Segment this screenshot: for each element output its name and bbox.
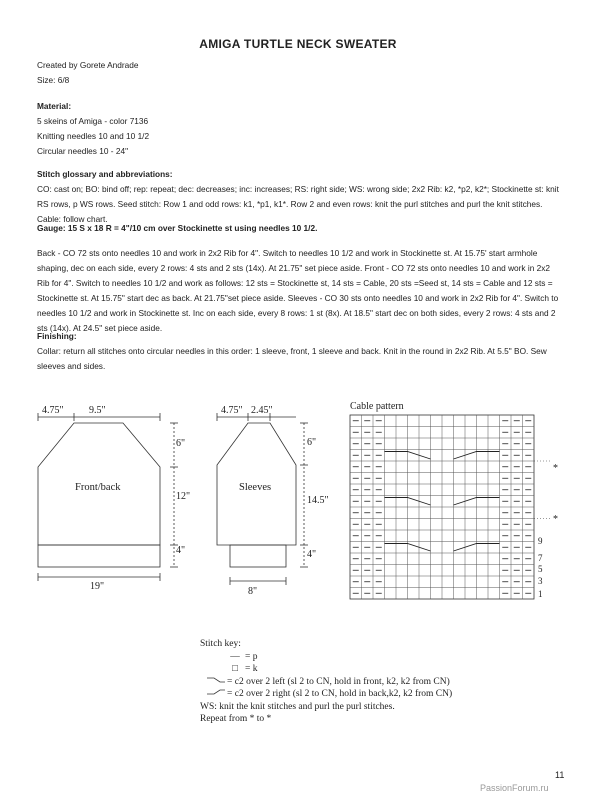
glossary-text: CO: cast on; BO: bind off; rep: repeat; dec: decreases; inc: increases; RS: right side; WS: wrong side; 2x2 Rib: k2, *p2, k2*; Stockinette st: knit RS rows, p WS rows. Seed stitch: Row 1 and odd rows: k1, *p1, k1*. Row 2 and even rows: knit the purl stitches and purl the knit stitches. Cable: follow chart. bbox=[37, 184, 559, 224]
row-number: 9 bbox=[538, 536, 543, 546]
row-number: 7 bbox=[538, 553, 543, 563]
sleeve-dim-side-2: 14.5" bbox=[307, 495, 329, 506]
sleeve-dim-side-1: 6" bbox=[307, 437, 317, 448]
front-rib-outline bbox=[38, 545, 160, 567]
front-dim-top-right: 9.5" bbox=[89, 405, 106, 416]
sleeve-dim-top-right: 2.45" bbox=[251, 405, 273, 416]
front-back-schematic bbox=[38, 413, 178, 581]
material-line: Circular needles 10 - 24" bbox=[37, 146, 129, 156]
front-back-label: Front/back bbox=[75, 482, 121, 493]
sleeves-label: Sleeves bbox=[239, 482, 272, 493]
cable-chart bbox=[350, 415, 550, 599]
gauge: Gauge: 15 S x 18 R = 4"/10 cm over Stockinette st using needles 10 1/2. bbox=[37, 223, 318, 233]
front-dim-side-1: 6" bbox=[176, 438, 186, 449]
front-dim-side-2: 12" bbox=[176, 491, 191, 502]
cable-left-icon bbox=[205, 676, 227, 689]
front-dim-side-3: 4" bbox=[176, 545, 186, 556]
sleeve-dim-top-left: 4.75" bbox=[221, 405, 243, 416]
row-number: 1 bbox=[538, 589, 543, 599]
front-dim-bottom: 19" bbox=[90, 581, 105, 592]
page-title: AMIGA TURTLE NECK SWEATER bbox=[199, 37, 397, 51]
glossary-heading: Stitch glossary and abbreviations: bbox=[37, 169, 173, 179]
cable-heading: Cable pattern bbox=[350, 401, 404, 412]
purl-symbol: — bbox=[230, 651, 240, 662]
instructions: Back - CO 72 sts onto needles 10 and work in 2x2 Rib for 4". Switch to needles 10 1/2 and work in Stockinette st. At 15.75' start armhole shaping, dec on each side, every 2 rows: 4 sts and 2 sts (14x). At 21.75" set piece aside. Front - CO 72 sts onto needles 10 and work in 2x2 Rib for 4". Switch to needles 10 1/2 and work as follows: 12 sts = Stockinette st, 14 sts = Cable, 20 sts =Seed st, 14 sts = Cable and 12 sts = Stockinette st. At 15.75" start dec as back. At 21.75"set piece aside. Sleeves - CO 30 sts onto needles 10 and work in 2x2 Rib for 4". Switch to needles 10 1/2 and work in Stockinette st. Inc on each side, every 8 rows: 1 st (8x). At 18.5" start dec on both sides, every 2 rows: 4 sts and 2 sts (14x). At 24.5" set piece aside. bbox=[37, 248, 559, 333]
key-c2right-row: = c2 over 2 right (sl 2 to CN, hold in back,k2, k2 from CN) bbox=[200, 688, 452, 701]
stitch-key bbox=[200, 638, 452, 726]
knit-symbol: □ bbox=[232, 664, 238, 674]
finishing-heading: Finishing: bbox=[37, 331, 77, 341]
page-number: 11 bbox=[555, 770, 565, 780]
key-heading: Stitch key: bbox=[200, 639, 241, 649]
sleeve-rib-outline bbox=[230, 545, 286, 567]
material-line: Knitting needles 10 and 10 1/2 bbox=[37, 131, 150, 141]
watermark: PassionForum.ru bbox=[480, 783, 549, 793]
created-by: Created by Gorete Andrade bbox=[37, 60, 139, 70]
finishing-text: Collar: return all stitches onto circular needles in this order: 1 sleeve, front, 1 sleeve and back. Knit in the round in 2x2 Rib. At 5.5" BO. Sew sleeves and sides. bbox=[37, 346, 547, 371]
key-k-row: □ = k bbox=[200, 663, 452, 676]
front-dim-top-left: 4.75" bbox=[42, 405, 64, 416]
row-number: 3 bbox=[538, 576, 543, 586]
key-repeat-text: Repeat from * to * bbox=[200, 714, 272, 724]
sleeve-dim-side-3: 4" bbox=[307, 549, 317, 560]
cable-right-icon bbox=[205, 688, 227, 701]
key-c2left-row: = c2 over 2 left (sl 2 to CN, hold in front, k2, k2 from CN) bbox=[200, 676, 452, 689]
repeat-mark-bottom: * bbox=[553, 514, 558, 525]
key-p-row: — = p bbox=[200, 651, 452, 664]
row-number: 5 bbox=[538, 564, 543, 574]
material-heading: Material: bbox=[37, 101, 72, 111]
key-ws-text: WS: knit the knit stitches and purl the purl stitches. bbox=[200, 701, 395, 712]
sleeve-schematic bbox=[217, 413, 308, 585]
size: Size: 6/8 bbox=[37, 75, 70, 85]
repeat-mark-top: * bbox=[553, 463, 558, 474]
sleeve-dim-bottom: 8" bbox=[248, 586, 258, 597]
material-line: 5 skeins of Amiga - color 7136 bbox=[37, 116, 149, 126]
